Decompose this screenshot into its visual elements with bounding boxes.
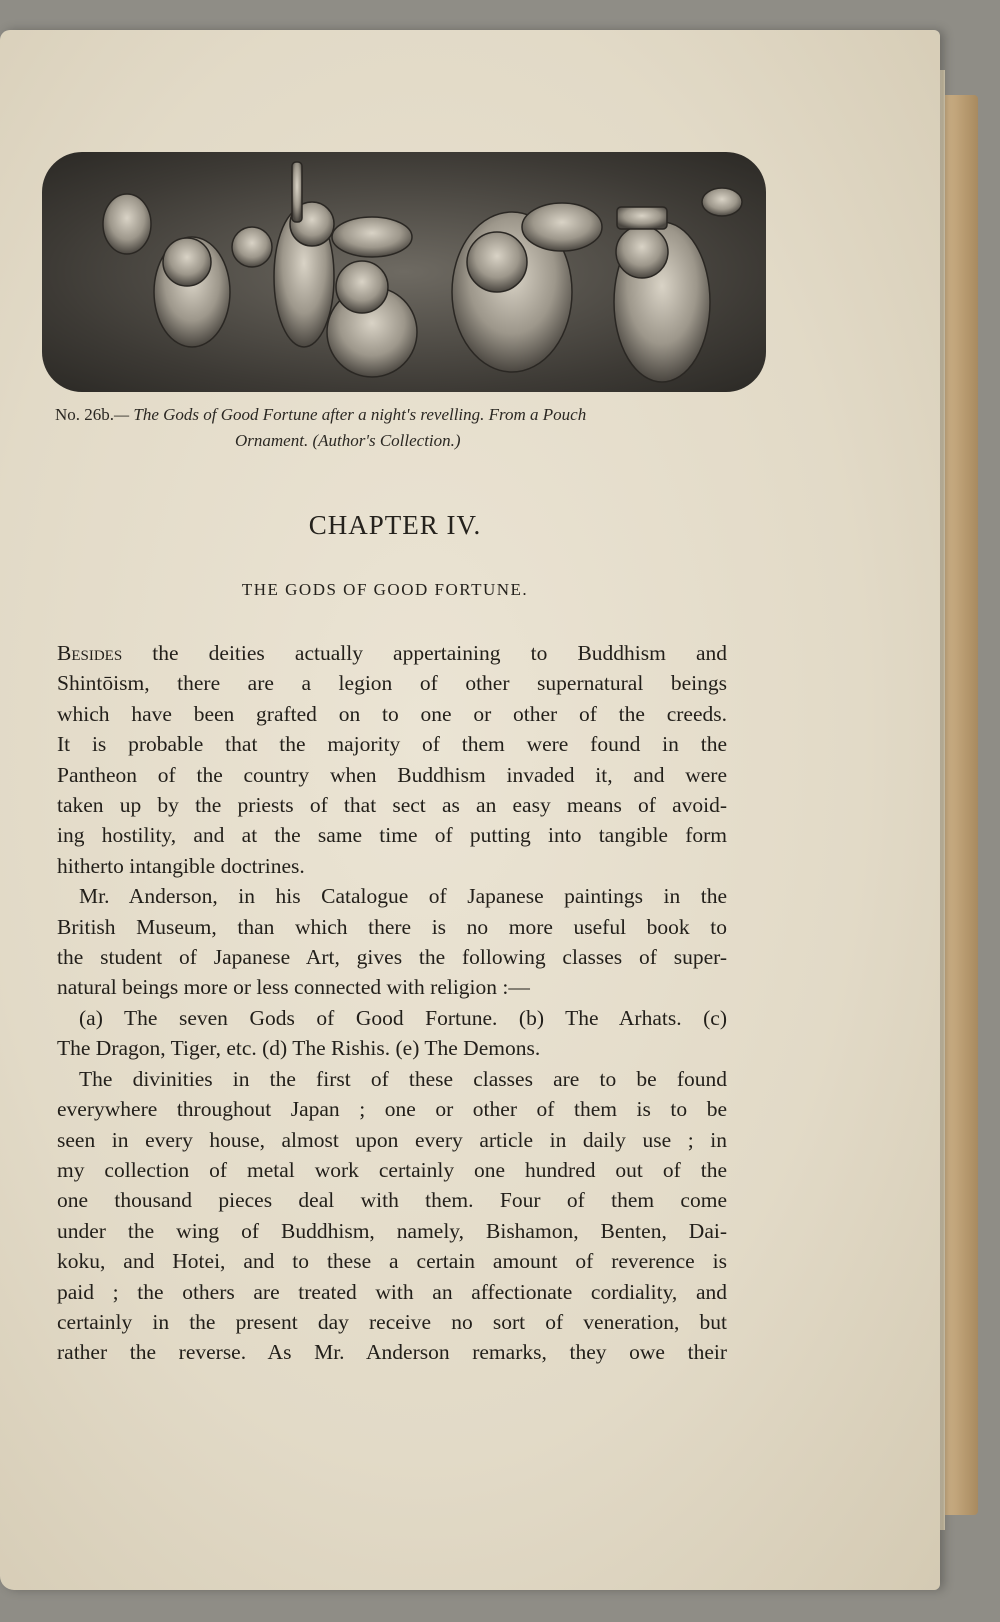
text-line: ing hostility, and at the same time of putting into tangible form [57,823,727,848]
text-line: taken up by the priests of that sect as an easy means of avoid- [57,793,727,818]
drop-word: Besides [57,641,123,665]
figure-caption [55,402,735,454]
text-line: (a) The seven Gods of Good Fortune. (b) The Arhats. (c) [79,1005,727,1030]
pouch-ornament-illustration [42,152,766,392]
text-line: The Dragon, Tiger, etc. (d) The Rishis. (e) The Demons. [57,1036,541,1061]
text-line: natural beings more or less connected with religion :— [57,975,530,1000]
gods-relief-image [42,152,766,392]
chapter-heading: CHAPTER IV. [308,510,482,540]
text-line: paid ; the others are treated with an affectionate cordiality, and [57,1279,727,1304]
text-line: my collection of metal work certainly one hundred out of the [57,1157,727,1182]
text-line: The divinities in the first of these classes are to be found [79,1066,727,1091]
text-line: hitherto intangible doctrines. [57,853,305,878]
text-line: Besides the deities actually appertaining to Buddhism and [57,641,727,665]
figure-caption-line1: — The Gods of Good Fortune after a night's revelling. From a Pouch [114,405,587,424]
text-line: Pantheon of the country when Buddhism invaded it, and were [57,762,727,787]
text-line: Mr. Anderson, in his Catalogue of Japanese paintings in the [79,884,727,909]
text-line: rather the reverse. As Mr. Anderson remarks, they owe their [57,1340,727,1365]
text-line: everywhere throughout Japan ; one or other of them is to be [57,1097,727,1122]
text-line: one thousand pieces deal with them. Four of them come [57,1188,727,1213]
body-text [57,638,727,1368]
figure-label: No. 26b. [55,405,115,424]
chapter-title: THE GODS OF GOOD FORTUNE. [241,580,529,599]
text-line: the student of Japanese Art, gives the following classes of super- [57,945,727,970]
text-line: seen in every house, almost upon every article in daily use ; in [57,1127,727,1152]
text-line: koku, and Hotei, and to these a certain amount of reverence is [57,1249,727,1274]
figure-caption-line2: Ornament. (Author's Collection.) [235,431,461,450]
text-line: certainly in the present day receive no sort of veneration, but [57,1309,727,1334]
text-line: which have been grafted on to one or other of the creeds. [57,701,727,726]
text-line: Shintōism, there are a legion of other supernatural beings [57,671,727,696]
text-line: British Museum, than which there is no more useful book to [57,914,727,939]
text-line: under the wing of Buddhism, namely, Bishamon, Benten, Dai- [57,1218,727,1243]
text-line: It is probable that the majority of them were found in the [57,732,727,757]
